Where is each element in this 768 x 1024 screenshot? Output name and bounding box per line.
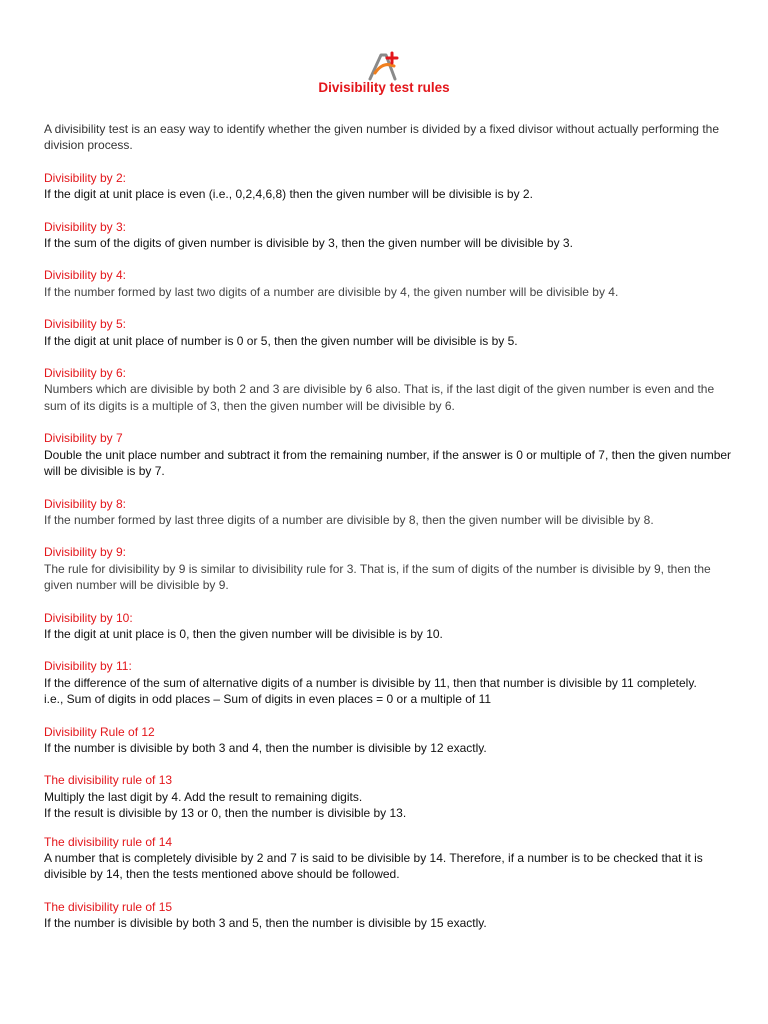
rule-text: If the number formed by last two digits of a number are divisible by 4, the given number will be divisible by 4. xyxy=(44,284,619,299)
rule-divisibility-15 xyxy=(44,899,734,932)
rule-text: Numbers which are divisible by both 2 and 3 are divisible by 6 also. That is, if the last digit of the given number is even and the sum of its digits is a multiple of 3, then the given number will be divisible by 6. xyxy=(44,382,715,413)
rule-heading: Divisibility by 11: xyxy=(44,659,132,674)
rule-divisibility-8 xyxy=(44,496,734,529)
rule-divisibility-10 xyxy=(44,610,734,643)
rule-divisibility-5 xyxy=(44,316,734,349)
rule-divisibility-6 xyxy=(44,365,734,414)
rule-text: If the number formed by last three digits of a number are divisible by 8, then the given number will be divisible by 8. xyxy=(44,512,654,527)
rule-heading: Divisibility by 6: xyxy=(44,366,127,381)
rule-heading: Divisibility by 4: xyxy=(44,268,127,283)
rule-text: If the difference of the sum of alternative digits of a number is divisible by 11, then that number is divisible by 11 completely. xyxy=(44,675,697,690)
rule-divisibility-3 xyxy=(44,219,734,252)
rule-text: i.e., Sum of digits in odd places – Sum of digits in even places = 0 or a multiple of 11 xyxy=(44,692,492,707)
rule-heading: Divisibility by 8: xyxy=(44,496,127,511)
rule-heading: Divisibility by 10: xyxy=(44,610,133,625)
rule-text: If the number is divisible by both 3 and 5, then the number is divisible by 15 exactly. xyxy=(44,916,487,931)
rule-heading: The divisibility rule of 14 xyxy=(44,834,173,849)
rule-text: Multiply the last digit by 4. Add the result to remaining digits. xyxy=(44,789,363,804)
rule-divisibility-13 xyxy=(44,772,734,821)
rule-heading: Divisibility by 3: xyxy=(44,219,127,234)
rule-heading: Divisibility Rule of 12 xyxy=(44,724,155,739)
rule-divisibility-4 xyxy=(44,267,734,300)
rule-text: If the sum of the digits of given number is divisible by 3, then the given number will be divisible by 3. xyxy=(44,236,573,251)
rule-text: If the digit at unit place is 0, then the given number will be divisible is by 10. xyxy=(44,626,443,641)
rule-heading: The divisibility rule of 15 xyxy=(44,899,173,914)
rule-heading: Divisibility by 7 xyxy=(44,431,123,446)
rule-divisibility-9 xyxy=(44,544,734,593)
rule-text: The rule for divisibility by 9 is similar to divisibility rule for 3. That is, if the sum of digits of the number is divisible by 9, then the given number will be divisible by 9. xyxy=(44,561,711,593)
rule-heading: Divisibility by 5: xyxy=(44,317,127,332)
rule-text: If the digit at unit place of number is 0 or 5, then the given number will be divisible is by 5. xyxy=(44,333,518,348)
rule-text: If the digit at unit place is even (i.e., 0,2,4,6,8) then the given number will be divisible is by 2. xyxy=(44,187,533,202)
a-plus-logo-icon xyxy=(364,49,404,83)
rule-text: Double the unit place number and subtract it from the remaining number, if the answer is 0 or multiple of 7, then the given number will be divisible is by 7. xyxy=(44,447,732,479)
rule-heading: The divisibility rule of 13 xyxy=(44,773,173,788)
rule-text: If the number is divisible by both 3 and 4, then the number is divisible by 12 exactly. xyxy=(44,740,487,755)
document-body xyxy=(44,121,734,948)
intro-paragraph: A divisibility test is an easy way to identify whether the given number is divided by a fixed divisor without actually performing the division process. xyxy=(44,122,719,153)
rule-divisibility-14 xyxy=(44,834,734,883)
rule-heading: Divisibility by 9: xyxy=(44,545,127,560)
rule-divisibility-2 xyxy=(44,170,734,203)
rule-divisibility-12 xyxy=(44,724,734,757)
rule-heading: Divisibility by 2: xyxy=(44,170,127,185)
page-title: Divisibility test rules xyxy=(318,80,450,95)
rule-text: A number that is completely divisible by 2 and 7 is said to be divisible by 14. Therefore, if a number is to be checked that it is divisible by 14, then the tests mentioned above should be followed. xyxy=(44,851,703,882)
rule-divisibility-7 xyxy=(44,430,734,479)
rule-divisibility-11 xyxy=(44,658,734,707)
rule-text: If the result is divisible by 13 or 0, then the number is divisible by 13. xyxy=(44,806,407,821)
